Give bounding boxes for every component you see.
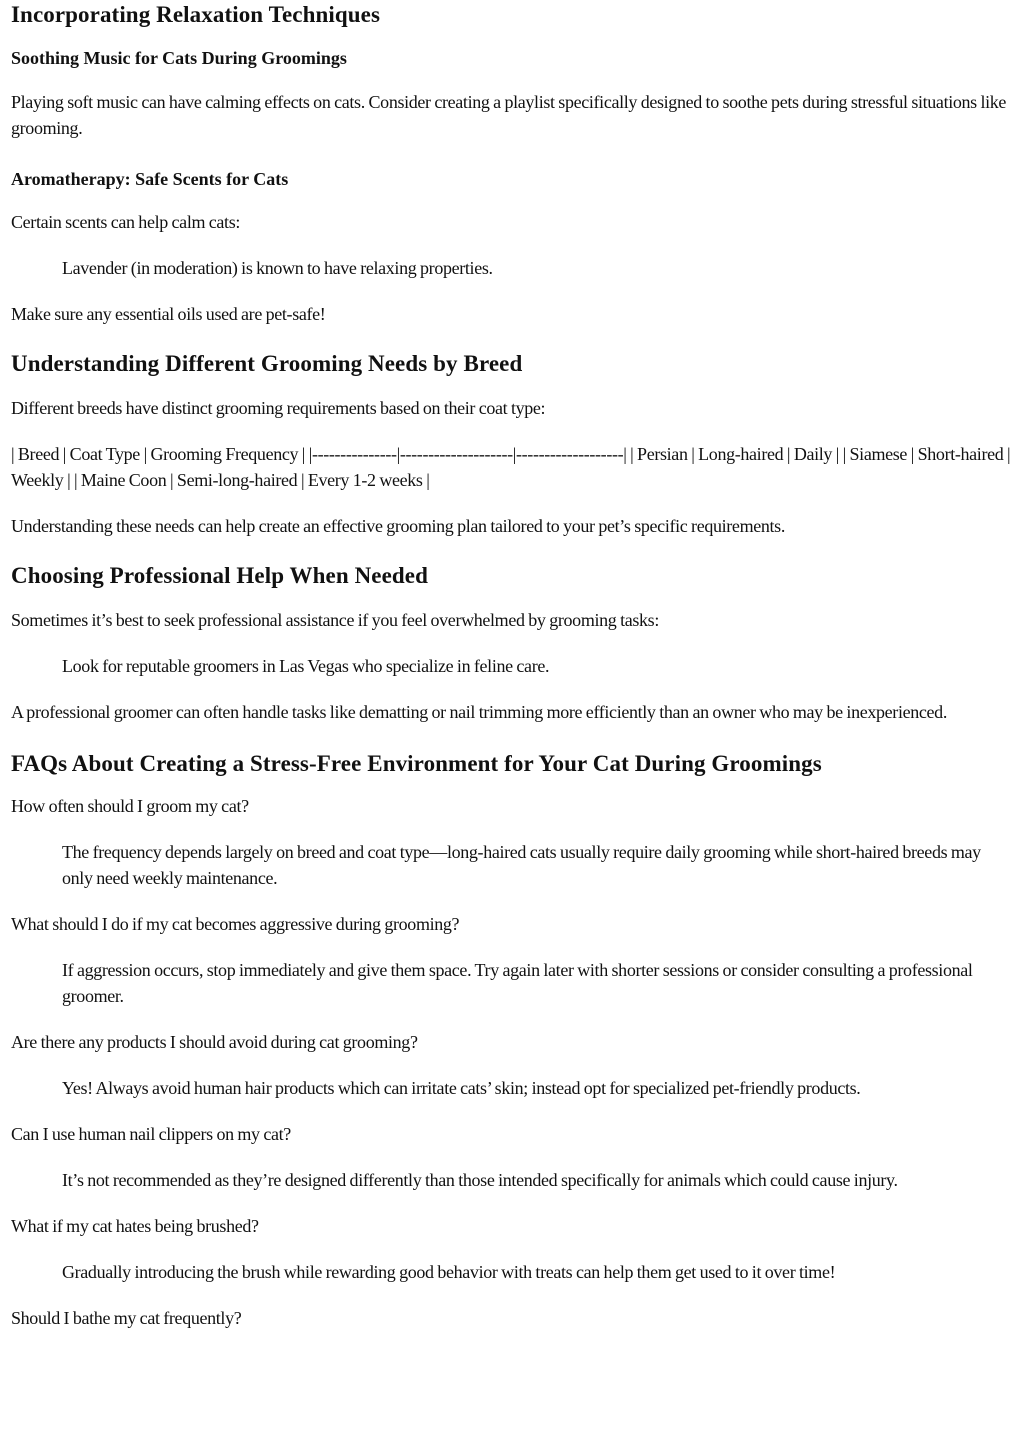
subheading-soothing-music: Soothing Music for Cats During Groomings [11,48,347,68]
section-title-professional: Choosing Professional Help When Needed [11,563,428,588]
paragraph-aromatherapy-intro: Certain scents can help calm cats: [11,212,241,232]
quote-lavender: Lavender (in moderation) is known to have relaxing properties. [62,258,493,278]
quote-groomers: Look for reputable groomers in Las Vegas who specialize in feline care. [62,656,550,676]
faq-answer: Yes! Always avoid human hair products which can irritate cats’ skin; instead opt for specialized pet-friendly products. [62,1078,861,1098]
faq-answer: It’s not recommended as they’re designed differently than those intended specifically for animals which could cause injury. [62,1170,898,1190]
faq-question: What if my cat hates being brushed? [11,1216,259,1236]
section-title-faqs: FAQs About Creating a Stress-Free Environment for Your Cat During Groomings [11,751,822,776]
breed-table-text: | Breed | Coat Type | Grooming Frequency | |---------------|--------------------|-------------------| | Persian | Long-haired | Daily | | Siamese | Short-haired | Weekly | | Maine Coon | Semi-long-haired | Every 1-2 weeks | [11,444,1011,490]
paragraph-soothing-music: Playing soft music can have calming effects on cats. Consider creating a playlist specifically designed to soothe pets during stressful situations like grooming. [11,92,1007,138]
paragraph-professional-outro: A professional groomer can often handle tasks like dematting or nail trimming more efficiently than an owner who may be inexperienced. [11,702,947,722]
paragraph-breeds-intro: Different breeds have distinct grooming requirements based on their coat type: [11,398,546,418]
faq-question: How often should I groom my cat? [11,796,249,816]
paragraph-breeds-outro: Understanding these needs can help create an effective grooming plan tailored to your pet’s specific requirements. [11,516,785,536]
faq-question: Are there any products I should avoid during cat grooming? [11,1032,418,1052]
faq-question: Can I use human nail clippers on my cat? [11,1124,291,1144]
faq-answer: Gradually introducing the brush while rewarding good behavior with treats can help them get used to it over time! [62,1262,836,1282]
document-page [11,0,1013,1331]
faq-answer: The frequency depends largely on breed and coat type—long-haired cats usually require daily grooming while short-haired breeds may only need weekly maintenance. [62,842,981,888]
paragraph-aromatherapy-note: Make sure any essential oils used are pet-safe! [11,304,326,324]
section-title-relaxation: Incorporating Relaxation Techniques [11,2,380,27]
faq-question: Should I bathe my cat frequently? [11,1308,242,1328]
paragraph-professional-intro: Sometimes it’s best to seek professional assistance if you feel overwhelmed by grooming tasks: [11,610,659,630]
subheading-aromatherapy: Aromatherapy: Safe Scents for Cats [11,169,289,189]
section-title-breeds: Understanding Different Grooming Needs by Breed [11,351,523,376]
faq-question: What should I do if my cat becomes aggressive during grooming? [11,914,460,934]
faq-answer: If aggression occurs, stop immediately and give them space. Try again later with shorter sessions or consider consulting a professional groomer. [62,960,973,1006]
